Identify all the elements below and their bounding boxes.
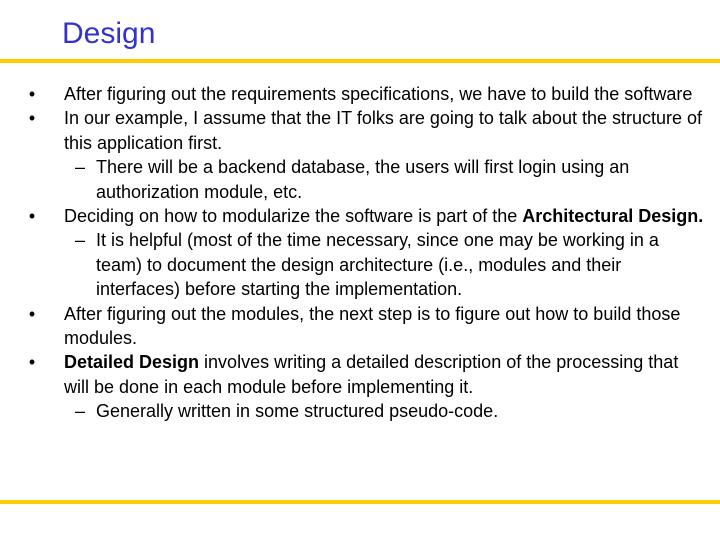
bullet-marker: • bbox=[28, 206, 36, 227]
bullet-item bbox=[26, 350, 706, 399]
sub-bullet-item bbox=[26, 399, 706, 423]
sub-bullet-text: Generally written in some structured pseudo-code. bbox=[96, 401, 499, 422]
sub-bullet-item bbox=[26, 228, 706, 301]
sub-bullet-item bbox=[26, 155, 706, 204]
sub-bullet-text: It is helpful (most of the time necessary, since one may be working in a team) to document the design architecture (i.e., modules and their interfaces) before starting the implementation. bbox=[96, 230, 659, 300]
bullet-marker: • bbox=[28, 108, 36, 129]
sub-bullet-marker: – bbox=[74, 157, 85, 178]
bullet-text: After figuring out the requirements specifications, we have to build the software bbox=[64, 84, 693, 104]
bullet-text: Deciding on how to modularize the software is part of the bbox=[64, 206, 523, 227]
bullet-item bbox=[26, 204, 706, 228]
bullet-bold-term: Detailed Design bbox=[64, 352, 200, 373]
title-divider bbox=[0, 59, 720, 63]
bullet-text: involves writing a detailed description of the processing that will be done in each module before implementing it. bbox=[64, 352, 679, 397]
bullet-text: In our example, I assume that the IT folks are going to talk about the structure of this application first. bbox=[64, 108, 703, 153]
bullet-bold-term: Architectural Design. bbox=[522, 206, 704, 227]
bullet-list bbox=[26, 82, 706, 424]
bullet-text: After figuring out the modules, the next step is to figure out how to build those modules. bbox=[64, 303, 681, 349]
bullet-item bbox=[26, 82, 706, 106]
sub-bullet-marker: – bbox=[74, 230, 85, 251]
footer-divider bbox=[0, 500, 720, 504]
bullet-marker: • bbox=[28, 84, 36, 104]
slide-title: Design bbox=[62, 17, 156, 50]
bullet-marker: • bbox=[28, 303, 36, 324]
sub-bullet-marker: – bbox=[74, 401, 85, 422]
sub-bullet-text: There will be a backend database, the users will first login using an authorization module, etc. bbox=[96, 157, 630, 202]
bullet-item bbox=[26, 302, 706, 351]
bullet-item bbox=[26, 106, 706, 155]
bullet-marker: • bbox=[28, 352, 36, 373]
